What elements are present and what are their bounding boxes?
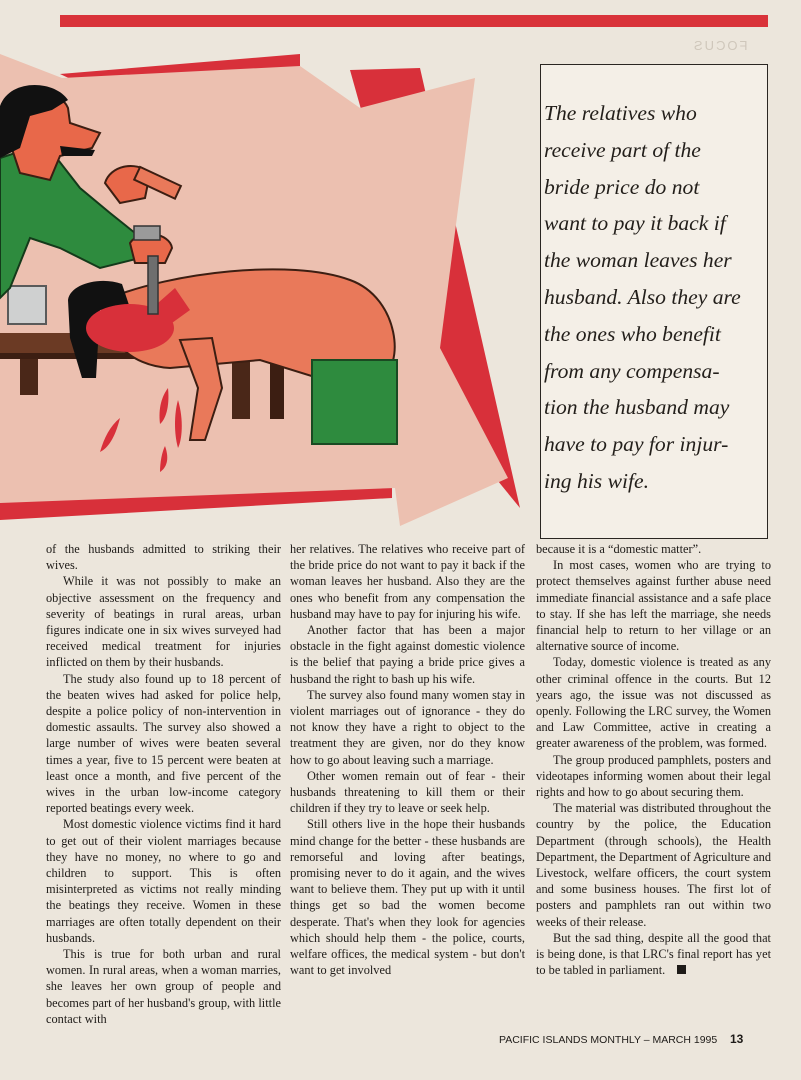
glass — [8, 286, 46, 324]
woman-skirt — [312, 360, 397, 444]
domestic-violence-illustration-icon — [0, 48, 540, 533]
page-number: 13 — [730, 1032, 744, 1046]
paragraph: Most domestic violence victims find it hard to get out of their violent marriages because they have no money, no where to go and children to support. This is often misinterpreted as victims not really minding the beatings they receive. Women in these marriages are often totally dependent on their husbands. — [46, 817, 281, 945]
paragraph: In most cases, women who are trying to protect themselves against further abuse need immediate financial assistance and a safe place to stay. If she has left the marriage, she needs financial help to return to her village or an alternative source of income. — [536, 558, 771, 654]
table-leg — [232, 359, 250, 419]
paragraph: The survey also found many women stay in violent marriages out of ignorance - they do not know they have a right to object to the treatment they are given, nor do they know how to go about leaving such a marriage. — [290, 687, 525, 767]
paragraph: This is true for both urban and rural women. In rural areas, when a woman marries, she leaves her own group of people and becomes part of her husband's group, with little contact with — [46, 947, 281, 1026]
article-column-1 — [46, 541, 281, 1027]
paragraph-final: But the sad thing, despite all the good that is being done, is that LRC's final report has yet to be tabled in parliament. — [536, 930, 771, 978]
paragraph: Today, domestic violence is treated as any other criminal offence in the courts. But 12 years ago, the issue was not discussed as openly. Following the LRC survey, the Women and Law Committee, active in creating a greater awareness of the problem, was formed. — [536, 655, 771, 751]
paragraph: of the husbands admitted to striking their wives. — [46, 542, 281, 573]
paragraph: The study also found up to 18 percent of the beaten wives had asked for police help, despite a police policy of non-intervention in domestic assaults. The survey also showed a large number of wives were beaten several times a year, five to 15 percent were beaten at least once a month, and five percent of the wives in the urban low-income category reported beatings every week. — [46, 671, 281, 816]
paragraph: The group produced pamphlets, posters and videotapes informing women about their legal rights and how to go about securing them. — [536, 752, 771, 800]
pull-quote-box — [540, 64, 768, 539]
article-column-2 — [290, 541, 525, 978]
table-leg — [270, 359, 284, 419]
article-column-3 — [536, 541, 771, 978]
paragraph: While it was not possibly to make an objective assessment on the frequency and severity of beatings in rural areas, urban figures indicate one in six wives surveyed had received medical treatment for injuries inflicted on them by their husbands. — [46, 574, 281, 670]
top-red-rule — [60, 15, 768, 27]
paragraph: Another factor that has been a major obstacle in the fight against domestic violence is the belief that paying a bride price gives a husband the right to bash up his wife. — [290, 623, 525, 686]
section-label-showthrough: FOCUS — [692, 38, 748, 53]
paragraph: because it is a “domestic matter”. — [536, 542, 702, 556]
paragraph: Still others live in the hope their husbands mind change for the better - these husbands are remorseful and loving after beatings, promising never to do it again, and the wives want to believe them. They put up with it until things get so bad the women become desperate. That's when they look for agencies which should help them - the police, courts, welfare offices, the medical system - but don't want to get involved — [290, 817, 525, 978]
end-of-article-square-icon — [677, 965, 686, 974]
pull-quote-text: The relatives who receive part of the bride price do not want to pay it back if the woman leaves her husband. Also they are the ones who benefit from any compensa- tion the husband may have to pay for injur- ing his wife. — [544, 101, 741, 493]
paragraph: The material was distributed throughout the country by the police, the Education Department (through schools), the Health Department, the Department of Agriculture and Livestock, welfare officers, the court system and some business houses. The first lot of posters and pamphlets ran out within two weeks of their release. — [536, 801, 771, 929]
weapon-spike — [148, 256, 158, 314]
paragraph: her relatives. The relatives who receive part of the bride price do not want to pay it back if the woman leaves her husband. Also they are the ones who benefit from any compensation the husband may have to pay for injuring his wife. — [290, 542, 525, 621]
table-leg — [20, 359, 38, 395]
paragraph: Other women remain out of fear - their husbands threatening to kill them or their children if they try to leave or seek help. — [290, 768, 525, 816]
footer-publication: PACIFIC ISLANDS MONTHLY – MARCH 1995 — [499, 1034, 718, 1046]
